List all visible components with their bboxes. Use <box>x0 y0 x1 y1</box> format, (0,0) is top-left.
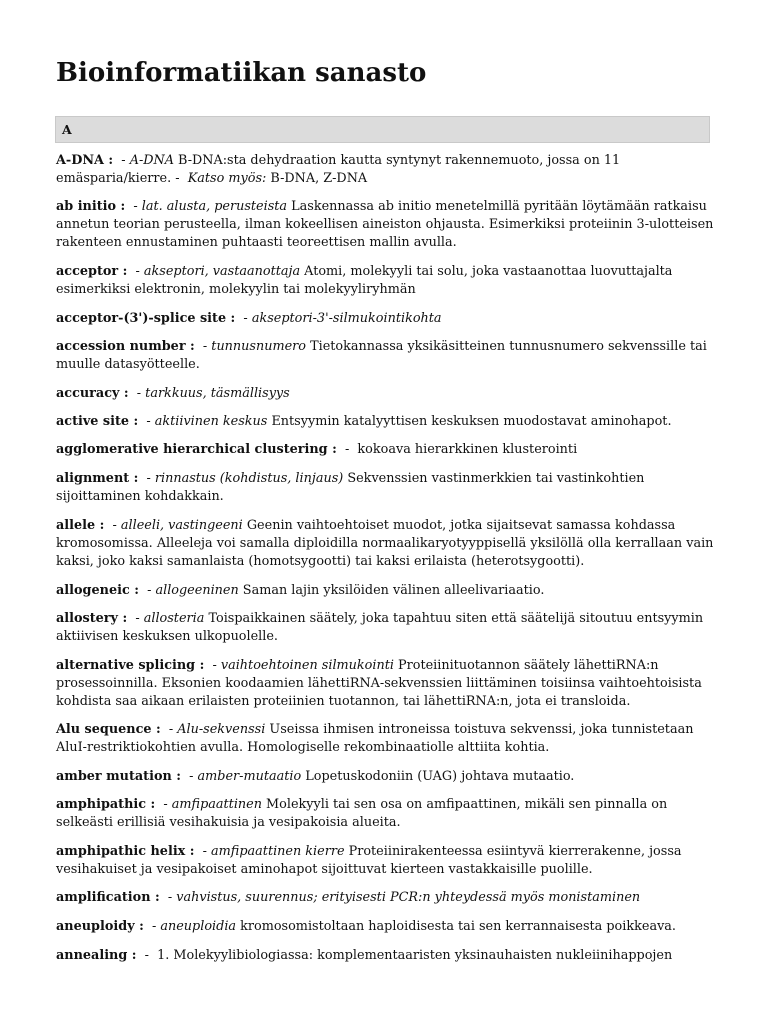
glossary-entry <box>56 889 716 907</box>
page-title: Bioinformatiikan sanasto <box>56 58 427 88</box>
entry-definition: 1. Molekyylibiologiassa: komplementaaristen yksinauhaisten nukleiinihappojen <box>157 948 673 963</box>
glossary-entry <box>56 582 716 600</box>
entry-term: amber mutation : <box>56 769 181 784</box>
glossary-entry <box>56 198 716 252</box>
entry-dash: - <box>133 199 142 214</box>
entry-translation: akseptori-3'-silmukointikohta <box>251 311 442 326</box>
entry-definition: Geenin vaihtoehtoiset muodot, jotka sijaitsevat samassa kohdassa kromosomissa. Alleeleja voi samalla diploidilla normaalikaryotyyppisellä yksilöllä olla kerrallaan vain kaksi, joko kaksi samanlaista (homotsygootti) tai kaksi erilaista (heterotsygootti). <box>56 518 714 569</box>
entry-dash: - <box>144 948 154 963</box>
entry-translation: allosteria <box>143 611 205 626</box>
glossary-entry <box>56 413 716 431</box>
entry-translation: Alu-sekvenssi <box>177 722 266 737</box>
entry-translation: alleeli, vastingeeni <box>120 518 243 533</box>
entry-definition: Sekvenssien vastinmerkkien tai vastinkohtien sijoittaminen kohdakkain. <box>56 471 645 504</box>
entry-definition: B-DNA:sta dehydraation kautta syntynyt rakennemuoto, jossa on 11 emäsparia/kierre. - <box>56 153 621 186</box>
entry-translation: vahvistus, suurennus; erityisesti PCR:n yhteydessä myös monistaminen <box>176 890 641 905</box>
entry-term: acceptor : <box>56 264 128 279</box>
entry-dash: - <box>136 386 146 401</box>
entry-definition: Useissa ihmisen introneissa toistuva sekvenssi, joka tunnistetaan AluI-restriktiokohtien avulla. Homologiselle rekombinaatiolle alttiita kohtia. <box>56 722 694 755</box>
entry-translation: lat. alusta, perusteista <box>141 199 288 214</box>
entry-dash: - <box>168 722 178 737</box>
entry-dash: - <box>146 414 155 429</box>
entry-definition: Molekyyli tai sen osa on amfipaattinen, mikäli sen pinnalla on selkeästi erillisiä vesihakuisia ja vesipakoisia alueita. <box>56 797 668 830</box>
entry-translation: akseptori, vastaanottaja <box>143 264 301 279</box>
section-header <box>55 116 710 143</box>
entry-definition: Proteiinirakenteessa esiintyvä kierrerakenne, jossa vesihakuiset ja vesipakoiset aminohapot sijoittuvat kierteen vastakkaisille puolille. <box>56 844 682 877</box>
entry-dash: - <box>167 890 177 905</box>
entry-definition: Entsyymin katalyyttisen keskuksen muodostavat aminohapot. <box>271 414 672 429</box>
see-also-refs: B-DNA, Z-DNA <box>270 171 368 186</box>
entry-term: amphipathic helix : <box>56 844 195 859</box>
entry-translation: tunnusnumero <box>211 339 306 354</box>
glossary-entry <box>56 796 716 832</box>
entry-dash: - <box>147 583 156 598</box>
glossary-entry <box>56 768 716 786</box>
entry-term: accuracy : <box>56 386 129 401</box>
entry-term: acceptor-(3')-splice site : <box>56 311 236 326</box>
entry-translation: aktiivinen keskus <box>154 414 268 429</box>
glossary-entry <box>56 721 716 757</box>
entry-dash: - <box>344 442 354 457</box>
entry-definition: Lopetuskodoniin (UAG) johtava mutaatio. <box>305 769 575 784</box>
entry-definition: Toispaikkainen säätely, joka tapahtuu siten että säätelijä sitoutuu entsyymin aktiivisen keskuksen ulkopuolelle. <box>56 611 704 644</box>
entry-dash: - <box>121 153 130 168</box>
entry-term: allostery : <box>56 611 128 626</box>
glossary-entry <box>56 385 716 403</box>
entry-term: alternative splicing : <box>56 658 205 673</box>
entry-translation: amfipaattinen <box>171 797 262 812</box>
entry-translation: amber-mutaatio <box>197 769 302 784</box>
entry-definition: kokoava hierarkkinen klusterointi <box>357 442 578 457</box>
entry-term: ab initio : <box>56 199 126 214</box>
entry-dash: - <box>151 919 161 934</box>
glossary-entry <box>56 263 716 299</box>
entry-dash: - <box>202 844 212 859</box>
entry-translation: A-DNA <box>129 153 174 168</box>
entry-dash: - <box>189 769 198 784</box>
entry-definition: kromosomistoltaan haploidisesta tai sen kerrannaisesta poikkeava. <box>240 919 676 934</box>
entry-translation: vaihtoehtoinen silmukointi <box>220 658 394 673</box>
entry-term: accession number : <box>56 339 195 354</box>
entry-term: agglomerative hierarchical clustering : <box>56 442 337 457</box>
entry-definition: Laskennassa ab initio menetelmillä pyritään löytämään ratkaisu annetun teorian perusteella, ilman kokeellisen aineiston ohjausta. Esimerkiksi proteiinin 3-ulotteisen rakenteen ennustaminen puhtaasti teoreettisen mallin avulla. <box>56 199 714 250</box>
section-letter: A <box>62 122 72 137</box>
glossary-entry <box>56 517 716 571</box>
entry-definition: Atomi, molekyyli tai solu, joka vastaanottaa luovuttajalta esimerkiksi elektronin, molekyylin tai molekyyliryhmän <box>56 264 673 297</box>
entry-dash: - <box>202 339 212 354</box>
entry-term: Alu sequence : <box>56 722 161 737</box>
entry-translation: rinnastus (kohdistus, linjaus) <box>154 471 344 486</box>
entry-term: annealing : <box>56 948 137 963</box>
entry-dash: - <box>135 611 144 626</box>
entry-term: active site : <box>56 414 139 429</box>
glossary-entry <box>56 470 716 506</box>
glossary-entry <box>56 338 716 374</box>
entry-term: A-DNA : <box>56 153 114 168</box>
entry-dash: - <box>212 658 221 673</box>
entry-term: amplification : <box>56 890 160 905</box>
entry-definition: Saman lajin yksilöiden välinen alleelivariaatio. <box>242 583 545 598</box>
entry-term: amphipathic : <box>56 797 156 812</box>
entry-term: aneuploidy : <box>56 919 144 934</box>
entry-term: alignment : <box>56 471 139 486</box>
glossary-entry <box>56 843 716 879</box>
entry-definition: Proteiinituotannon säätely lähettiRNA:n prosessoinnilla. Eksonien koodaamien lähettiRNA-sekvenssien liittäminen toisiinsa vaihtoehtoisista kohdista saa aikaan erilaisten proteiinien tuotannon, tai lähettiRNA:n, jota ei transloida. <box>56 658 702 709</box>
entry-translation: amfipaattinen kierre <box>211 844 345 859</box>
entry-term: allele : <box>56 518 105 533</box>
entry-translation: tarkkuus, täsmällisyys <box>145 386 290 401</box>
entry-dash: - <box>146 471 155 486</box>
see-also-label: Katso myös: <box>187 171 267 186</box>
entry-dash: - <box>243 311 252 326</box>
glossary-entry <box>56 152 716 188</box>
entry-translation: allogeeninen <box>155 583 239 598</box>
glossary-entry <box>56 610 716 646</box>
glossary-entry <box>56 918 716 936</box>
entry-definition: Tietokannassa yksikäsitteinen tunnusnumero sekvenssille tai muulle datasyötteelle. <box>56 339 707 372</box>
glossary-entry <box>56 310 716 328</box>
glossary-entry <box>56 441 716 459</box>
entry-dash: - <box>112 518 121 533</box>
glossary-entry <box>56 657 716 711</box>
entry-dash: - <box>163 797 172 812</box>
entry-dash: - <box>135 264 144 279</box>
entry-translation: aneuploidia <box>160 919 237 934</box>
glossary-entry <box>56 947 716 965</box>
entry-term: allogeneic : <box>56 583 139 598</box>
